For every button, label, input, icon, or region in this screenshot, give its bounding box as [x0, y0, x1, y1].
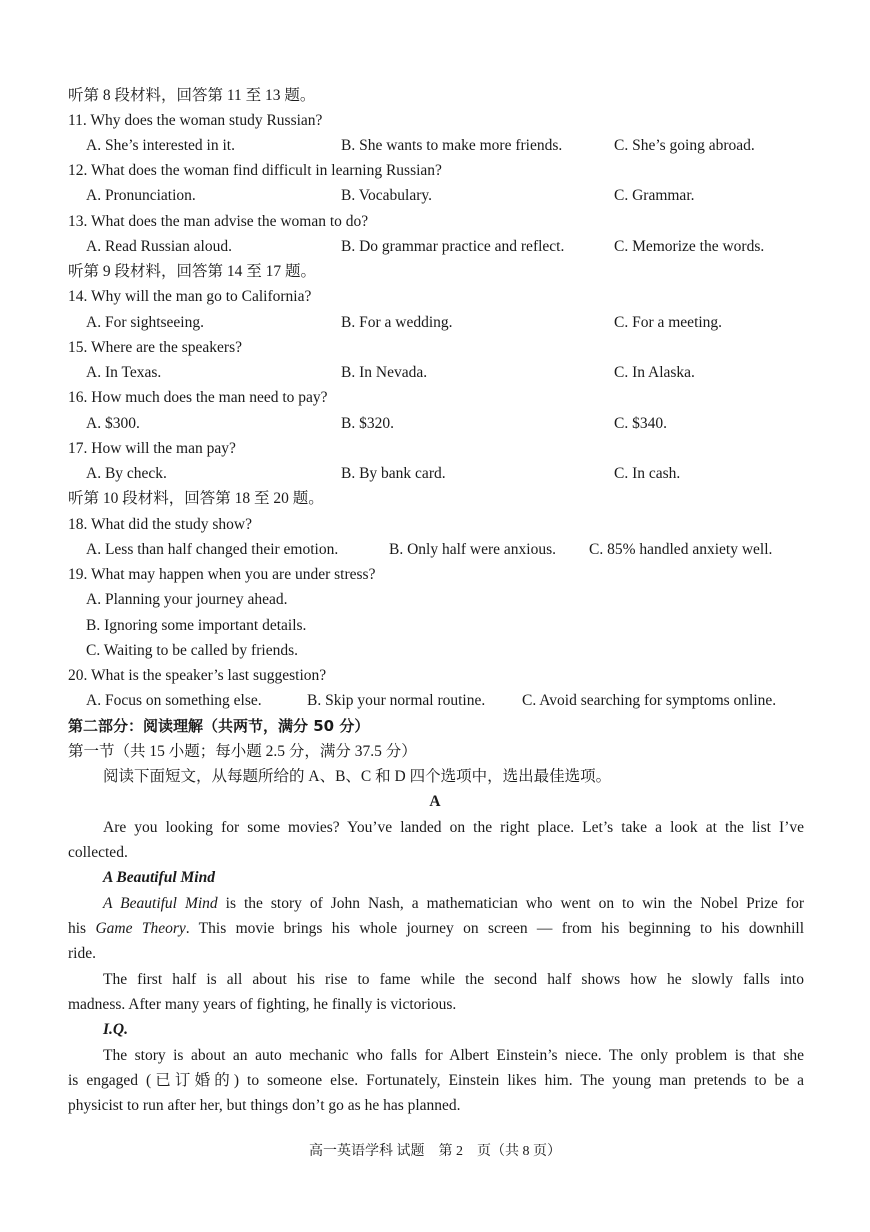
question-12: 12. What does the woman find difficult in learning Russian? [68, 162, 442, 179]
option-18-c: C. 85% handled anxiety well. [589, 541, 773, 558]
option-14-a: A. For sightseeing. [86, 314, 204, 331]
option-15-b: B. In Nevada. [341, 364, 428, 381]
question-13: 13. What does the man advise the woman to do? [68, 213, 369, 230]
question-17: 17. How will the man pay? [68, 440, 236, 457]
question-14: 14. Why will the man go to California? [68, 288, 312, 305]
part-two-title: 第二部分：阅读理解（共两节，满分 50 分） [68, 717, 370, 735]
question-20: 20. What is the speaker’s last suggestion? [68, 667, 327, 684]
passage-intro-line1: Are you looking for some movies? You’ve landed on the right place. Let’s take a look at the list I’ve [103, 819, 804, 836]
section-one-title: 第一节（共 15 小题；每小题 2.5 分，满分 37.5 分） [68, 743, 417, 760]
movie1-p2-line1: The first half is all about his rise to fame while the second half shows how he slowly falls into [103, 971, 804, 988]
option-19-a: A. Planning your journey ahead. [86, 591, 288, 608]
option-19-b: B. Ignoring some important details. [86, 617, 307, 634]
movie1-p1-line2 [68, 919, 804, 939]
option-11-b: B. She wants to make more friends. [341, 137, 563, 154]
movie1-p1-line1 [103, 894, 804, 914]
section-header-part8: 听第 8 段材料，回答第 11 至 13 题。 [68, 87, 316, 104]
option-16-a: A. $300. [86, 415, 140, 432]
passage-label: A [429, 793, 441, 810]
option-15-a: A. In Texas. [86, 364, 162, 381]
option-12-b: B. Vocabulary. [341, 187, 432, 204]
movie1-title-ref: A Beautiful Mind [103, 895, 218, 912]
option-18-a: A. Less than half changed their emotion. [86, 541, 339, 558]
movie1-p1-line1-text: is the story of John Nash, a mathematician who went on to win the Nobel Prize for [217, 895, 804, 912]
question-18: 18. What did the study show? [68, 516, 252, 533]
option-19-c: C. Waiting to be called by friends. [86, 642, 298, 659]
option-14-c: C. For a meeting. [614, 314, 723, 331]
movie2-p1-line3: physicist to run after her, but things don’t go as he has planned. [68, 1097, 461, 1114]
question-16: 16. How much does the man need to pay? [68, 389, 328, 406]
option-12-a: A. Pronunciation. [86, 187, 196, 204]
option-17-a: A. By check. [86, 465, 167, 482]
question-19: 19. What may happen when you are under stress? [68, 566, 376, 583]
option-17-c: C. In cash. [614, 465, 681, 482]
movie2-p1-line2: is engaged (已订婚的) to someone else. Fortunately, Einstein likes him. The young man pretends to be a [68, 1072, 804, 1089]
option-18-b: B. Only half were anxious. [389, 541, 557, 558]
question-11: 11. Why does the woman study Russian? [68, 112, 323, 129]
option-20-b: B. Skip your normal routine. [307, 692, 486, 709]
option-20-a: A. Focus on something else. [86, 692, 262, 709]
option-15-c: C. In Alaska. [614, 364, 695, 381]
option-13-c: C. Memorize the words. [614, 238, 765, 255]
option-13-b: B. Do grammar practice and reflect. [341, 238, 565, 255]
game-theory-ref: Game Theory [95, 920, 186, 937]
movie-title-iq: I.Q. [103, 1021, 128, 1038]
option-11-c: C. She’s going abroad. [614, 137, 755, 154]
option-17-b: B. By bank card. [341, 465, 446, 482]
option-16-b: B. $320. [341, 415, 394, 432]
movie2-p1-line1: The story is about an auto mechanic who falls for Albert Einstein’s niece. The only problem is that she [103, 1047, 804, 1064]
option-16-c: C. $340. [614, 415, 667, 432]
question-15: 15. Where are the speakers? [68, 339, 242, 356]
movie-title-beautiful-mind: A Beautiful Mind [103, 869, 215, 886]
movie1-p1-line2-text: . This movie brings his whole journey on screen — from his beginning to his downhill [185, 920, 804, 937]
option-13-a: A. Read Russian aloud. [86, 238, 232, 255]
option-14-b: B. For a wedding. [341, 314, 453, 331]
option-11-a: A. She’s interested in it. [86, 137, 235, 154]
page-footer: 高一英语学科 试题 第 2 页（共 8 页） [309, 1144, 561, 1159]
reading-instruction: 阅读下面短文，从每题所给的 A、B、C 和 D 四个选项中，选出最佳选项。 [103, 768, 612, 785]
movie1-p2-line2: madness. After many years of fighting, he finally is victorious. [68, 996, 457, 1013]
passage-intro-line2: collected. [68, 844, 128, 861]
movie1-p1-line3: ride. [68, 945, 96, 962]
option-12-c: C. Grammar. [614, 187, 695, 204]
section-header-part10: 听第 10 段材料，回答第 18 至 20 题。 [68, 490, 324, 507]
movie1-p1-line2-pre: his [68, 920, 96, 937]
option-20-c: C. Avoid searching for symptoms online. [522, 692, 777, 709]
section-header-part9: 听第 9 段材料，回答第 14 至 17 题。 [68, 263, 317, 280]
